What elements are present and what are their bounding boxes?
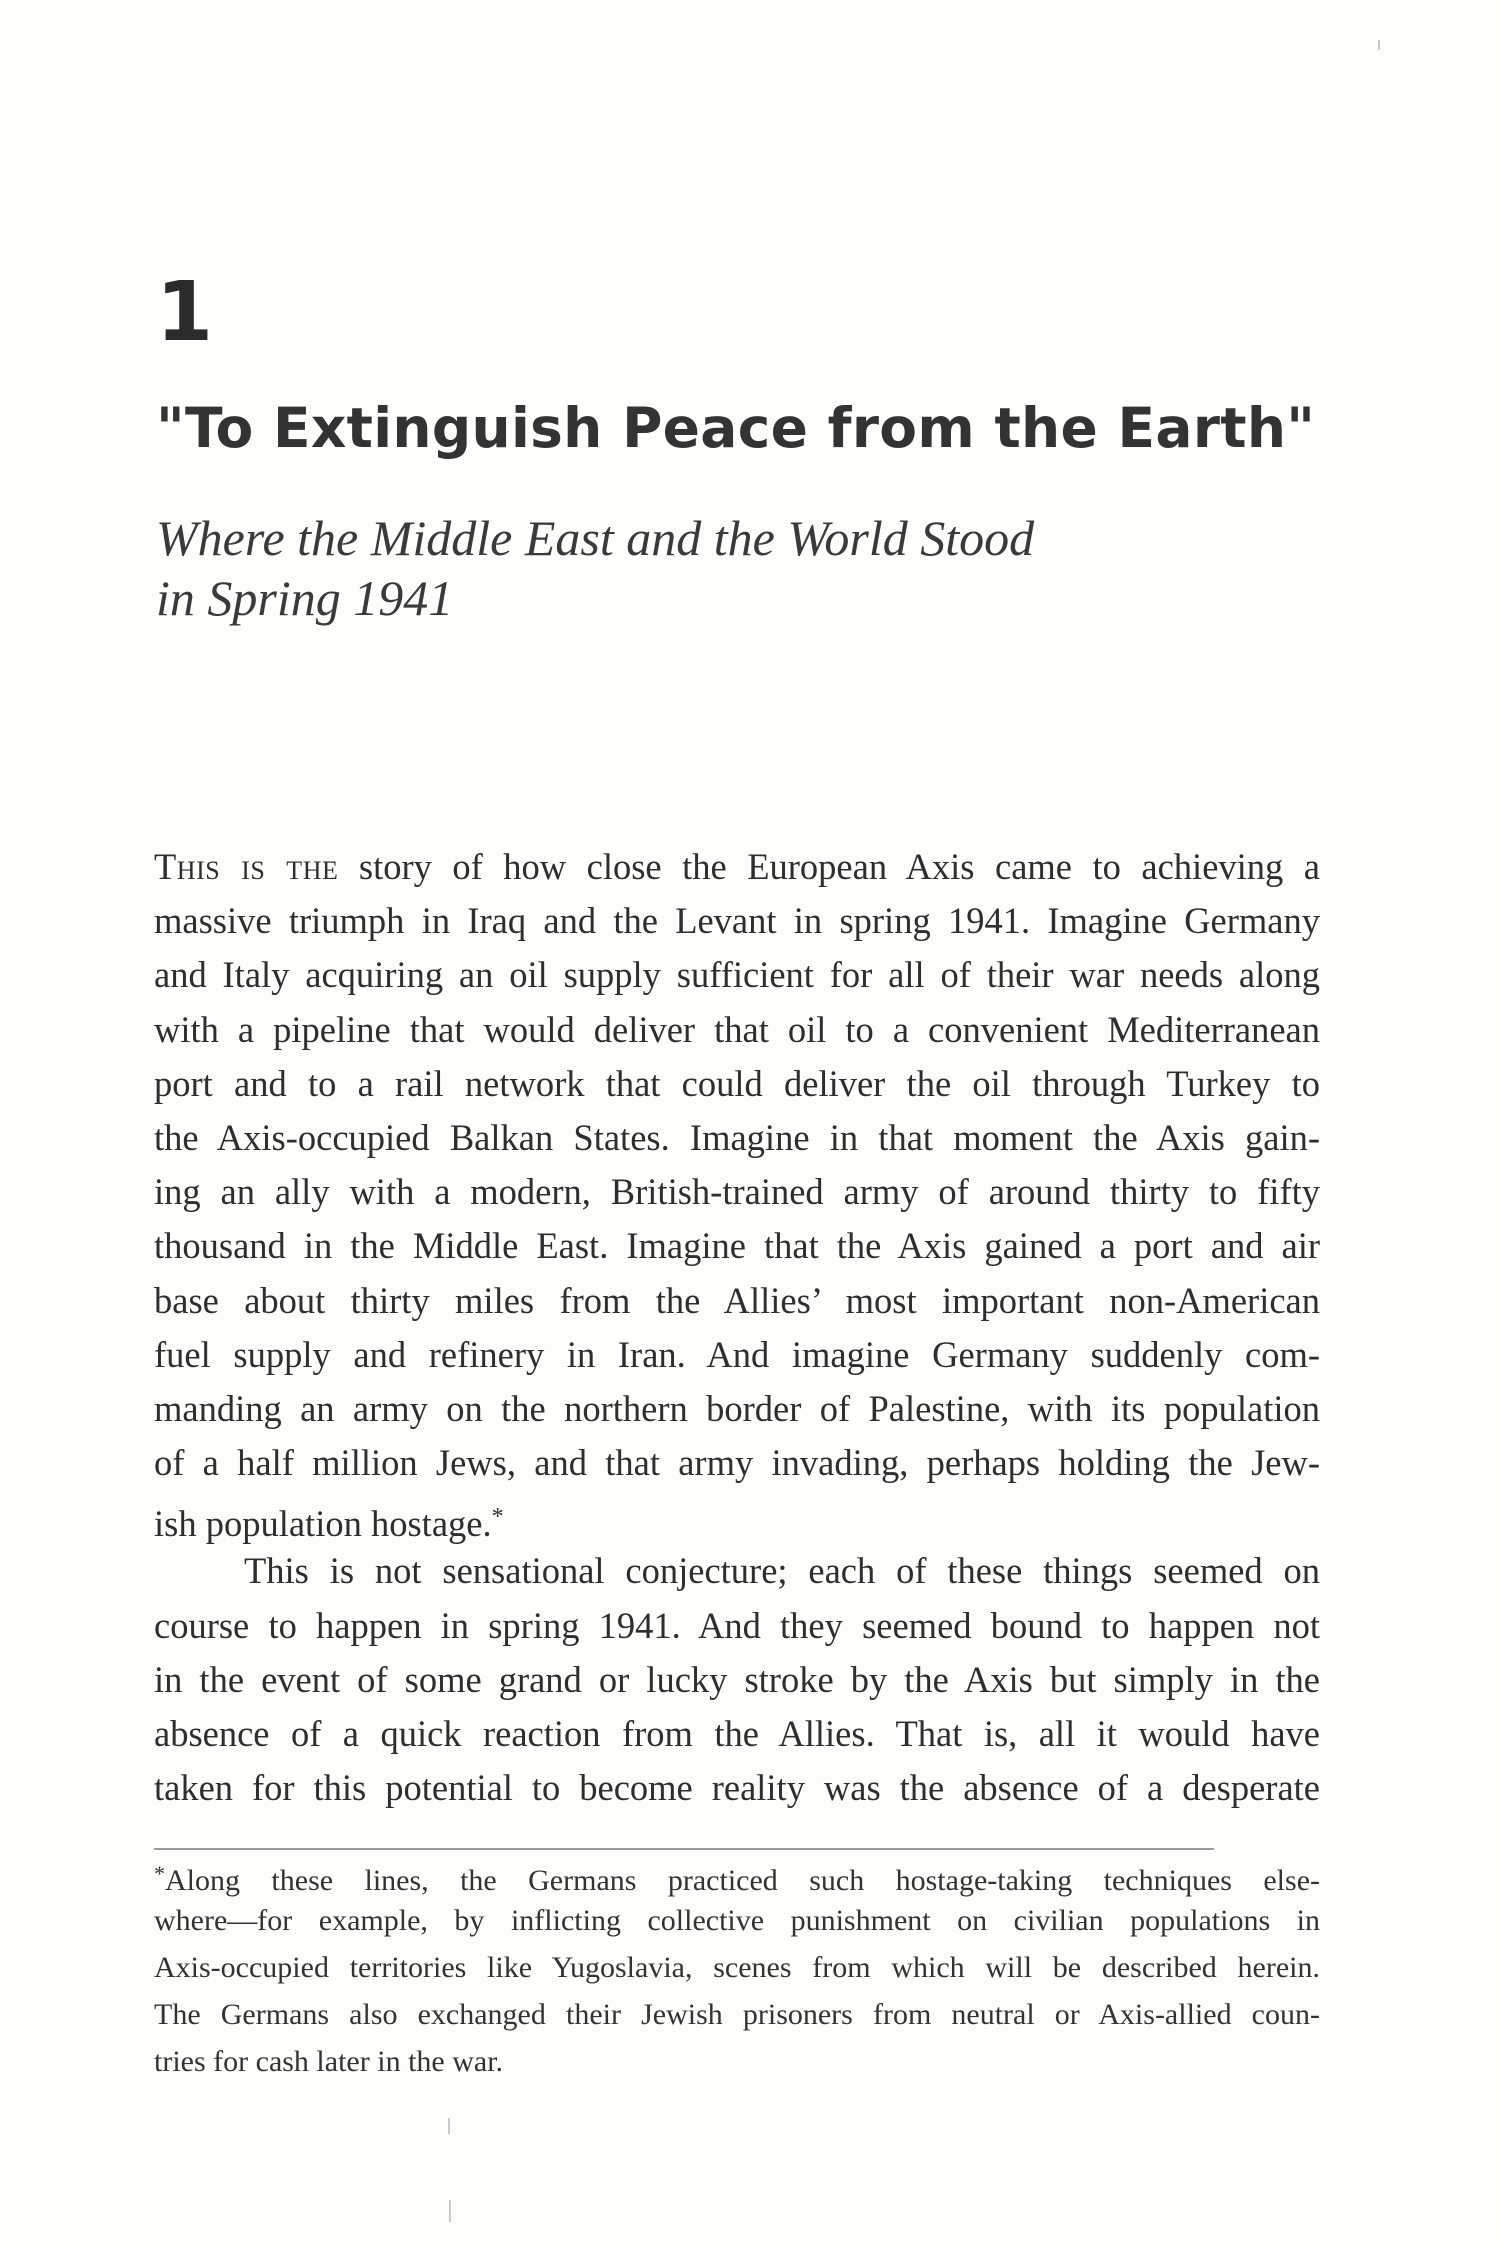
body-line: the Axis-occupied Balkan States. Imagine in that moment the Axis gain- (154, 1116, 1320, 1158)
body-line: course to happen in spring 1941. And they seemed bound to happen not (154, 1604, 1320, 1646)
footnote-line: *Along these lines, the Germans practiced such hostage-taking techniques else- (154, 1861, 1320, 1897)
body-line: in the event of some grand or lucky stroke by the Axis but simply in the (154, 1658, 1320, 1700)
footnote-reference[interactable]: * (491, 1504, 504, 1531)
footnote-line: Axis-occupied territories like Yugoslavia, scenes from which will be described herein. (154, 1951, 1320, 1984)
body-line: base about thirty miles from the Allies’ most important non-American (154, 1279, 1320, 1321)
body-line: of a half million Jews, and that army invading, perhaps holding the Jew- (154, 1442, 1320, 1484)
body-line: thousand in the Middle East. Imagine that the Axis gained a port and air (154, 1225, 1320, 1267)
lead-small-caps: This is the (154, 846, 339, 887)
scan-mark (448, 2118, 450, 2134)
footnote-line: where—for example, by inflicting collective punishment on civilian populations in (154, 1904, 1320, 1937)
footnote-marker: * (154, 1861, 165, 1886)
body-line: absence of a quick reaction from the Allies. That is, all it would have (154, 1713, 1320, 1754)
footnote-line: The Germans also exchanged their Jewish prisoners from neutral or Axis-allied coun- (154, 1998, 1320, 2031)
body-line: This is the story of how close the European Axis came to achieving a (154, 846, 1320, 887)
body-line: ish population hostage.* (154, 1503, 504, 1545)
chapter-number: 1 (156, 265, 214, 360)
body-line: fuel supply and refinery in Iran. And imagine Germany suddenly com- (154, 1333, 1320, 1375)
body-line: and Italy acquiring an oil supply sufficient for all of their war needs along (154, 954, 1320, 996)
chapter-title: "To Extinguish Peace from the Earth" (156, 396, 1316, 460)
chapter-subtitle (156, 508, 1256, 628)
subtitle-line: Where the Middle East and the World Stood (156, 510, 1035, 566)
body-text (154, 840, 1320, 1815)
body-line: massive triumph in Iraq and the Levant in spring 1941. Imagine Germany (154, 900, 1320, 942)
body-line: with a pipeline that would deliver that oil to a convenient Mediterranean (154, 1008, 1320, 1050)
scan-mark (449, 2200, 451, 2222)
scan-mark (1378, 40, 1380, 50)
body-line: This is not sensational conjecture; each of these things seemed on (244, 1550, 1320, 1592)
footnote-line: tries for cash later in the war. (154, 2045, 504, 2078)
body-line: manding an army on the northern border of Palestine, with its population (154, 1387, 1320, 1429)
subtitle-line: in Spring 1941 (156, 570, 454, 626)
body-line: ing an ally with a modern, British-trained army of around thirty to fifty (154, 1171, 1320, 1213)
body-line: port and to a rail network that could deliver the oil through Turkey to (154, 1062, 1320, 1104)
body-line: taken for this potential to become reality was the absence of a desperate (154, 1767, 1320, 1809)
footnote (154, 1850, 1320, 2085)
